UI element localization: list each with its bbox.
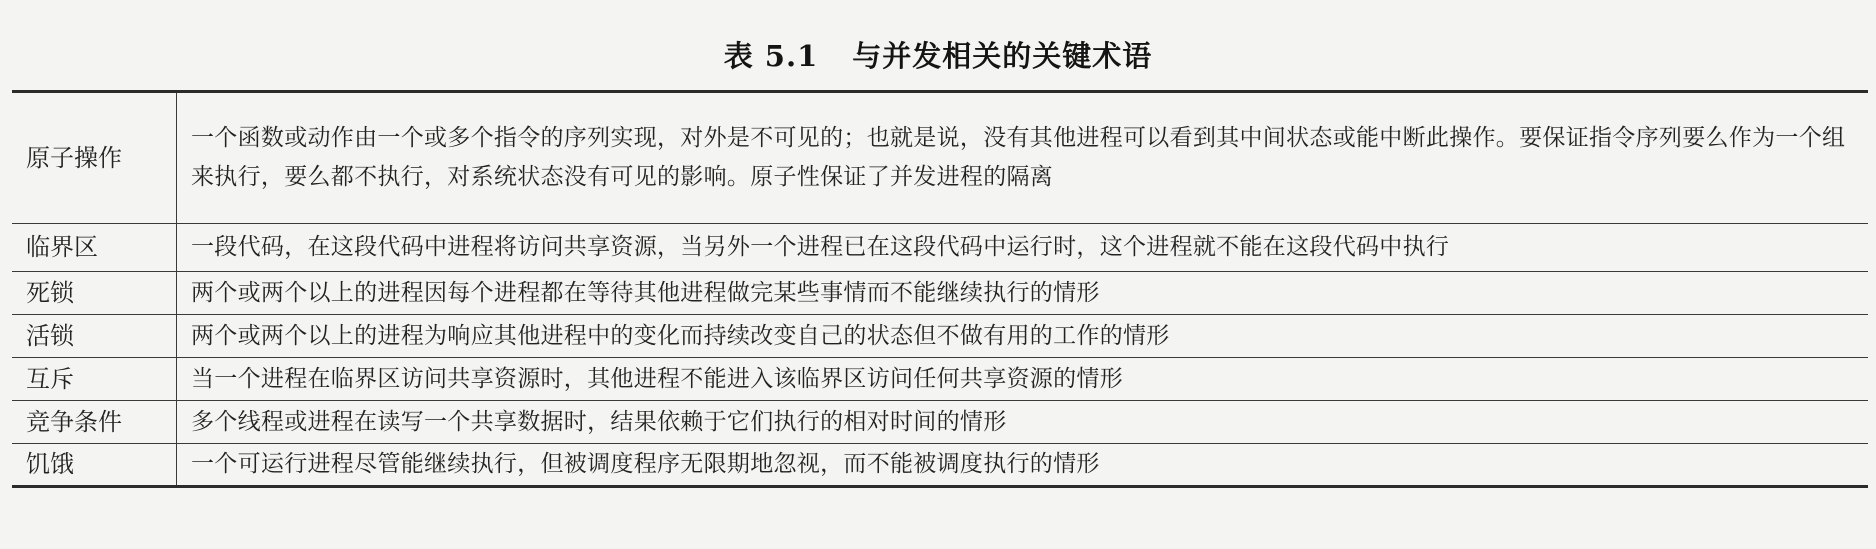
definition-cell: 一段代码，在这段代码中进程将访问共享资源，当另外一个进程已在这段代码中运行时，这个进程就不能在这段代码中执行 (177, 224, 1869, 272)
definition-cell: 当一个进程在临界区访问共享资源时，其他进程不能进入该临界区访问任何共享资源的情形 (177, 358, 1869, 401)
term-cell: 临界区 (12, 224, 177, 272)
term-cell: 饥饿 (12, 444, 177, 487)
term-cell: 原子操作 (12, 92, 177, 224)
table-row (12, 444, 1868, 487)
table-number: 表 5.1 (723, 39, 819, 73)
terms-table (12, 90, 1868, 488)
table-row (12, 272, 1868, 315)
table-row (12, 92, 1868, 224)
table-title: 与并发相关的关键术语 (852, 39, 1153, 73)
definition-cell: 两个或两个以上的进程因每个进程都在等待其他进程做完某些事情而不能继续执行的情形 (177, 272, 1869, 315)
definition-cell: 一个函数或动作由一个或多个指令的序列实现，对外是不可见的；也就是说，没有其他进程可以看到其中间状态或能中断此操作。要保证指令序列要么作为一个组来执行，要么都不执行，对系统状态没有可见的影响。原子性保证了并发进程的隔离 (191, 125, 1846, 190)
table-row (12, 315, 1868, 358)
definition-cell: 多个线程或进程在读写一个共享数据时，结果依赖于它们执行的相对时间的情形 (177, 401, 1869, 444)
table-row (12, 224, 1868, 272)
table-row (12, 401, 1868, 444)
table-row (12, 358, 1868, 401)
term-cell: 互斥 (12, 358, 177, 401)
definition-cell: 一个可运行进程尽管能继续执行，但被调度程序无限期地忽视，而不能被调度执行的情形 (177, 444, 1869, 487)
term-cell: 活锁 (12, 315, 177, 358)
term-cell: 竞争条件 (12, 401, 177, 444)
term-cell: 死锁 (12, 272, 177, 315)
definition-cell: 两个或两个以上的进程为响应其他进程中的变化而持续改变自己的状态但不做有用的工作的情形 (177, 315, 1869, 358)
table-caption (0, 34, 1876, 75)
